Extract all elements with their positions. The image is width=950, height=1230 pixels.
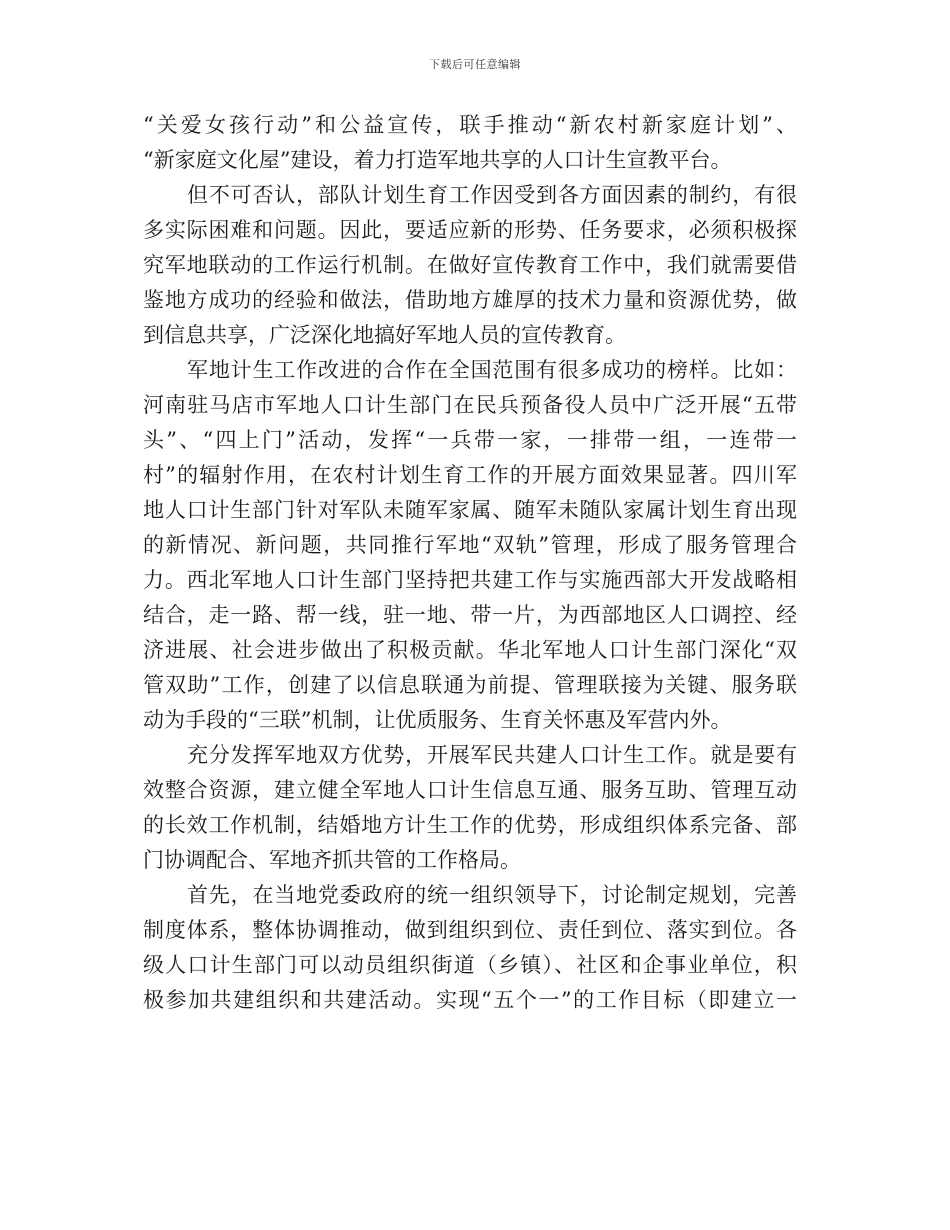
paragraph-first-line: 但不可否认，部队计划生育工作因受到各方面因素的制约，有很 [187,183,797,207]
text-line: 级人口计生部门可以动员组织街道（乡镇）、社区和企事业单位，积 [143,953,797,977]
text-line: 地人口计生部门针对军队未随军家属、随军未随队家属计划生育出现 [143,498,797,522]
text-line: 究军地联动的工作运行机制。在做好宣传教育工作中，我们就需要借 [143,253,797,277]
text-line: 极参加共建组织和共建活动。实现“五个一”的工作目标（即建立一 [143,988,797,1012]
text-line: 的长效工作机制，结婚地方计生工作的优势，形成组织体系完备、部 [143,813,797,837]
paragraph-first-line: 军地计生工作改进的合作在全国范围有很多成功的榜样。比如： [187,358,797,382]
text-line: 制度体系，整体协调推动，做到组织到位、责任到位、落实到位。各 [143,918,797,942]
text-line: 力。西北军地人口计生部门坚持把共建工作与实施西部大开发战略相 [143,568,797,592]
text-line: 鉴地方成功的经验和做法，借助地方雄厚的技术力量和资源优势，做 [143,288,797,312]
text-line: 村”的辐射作用，在农村计划生育工作的开展方面效果显著。四川军 [143,463,797,487]
text-line: 效整合资源，建立健全军地人口计生信息互通、服务互助、管理互动 [143,778,797,802]
text-line: 门协调配合、军地齐抓共管的工作格局。 [143,848,521,872]
document-body [143,108,797,1018]
text-line: 动为手段的“三联”机制，让优质服务、生育关怀惠及军营内外。 [143,708,732,732]
text-line: 结合，走一路、帮一线，驻一地、带一片，为西部地区人口调控、经 [143,603,797,627]
paragraph-first-line: 充分发挥军地双方优势，开展军民共建人口计生工作。就是要有 [187,743,797,767]
page-header: 下载后可任意编辑 [429,58,521,71]
text-line: “新家庭文化屋”建设，着力打造军地共享的人口计生宣教平台。 [143,148,732,172]
text-line: 到信息共享，广泛深化地搞好军地人员的宣传教育。 [143,323,626,347]
text-line: 头”、“四上门”活动，发挥“一兵带一家，一排带一组，一连带一 [143,428,797,452]
text-line: “关爱女孩行动”和公益宣传，联手推动“新农村新家庭计划”、 [143,113,797,137]
text-line: 济进展、社会进步做出了积极贡献。华北军地人口计生部门深化“双 [143,638,797,662]
text-line: 的新情况、新问题，共同推行军地“双轨”管理，形成了服务管理合 [143,533,797,557]
text-line: 河南驻马店市军地人口计生部门在民兵预备役人员中广泛开展“五带 [143,393,797,417]
text-line: 管双助”工作，创建了以信息联通为前提、管理联接为关键、服务联 [143,673,797,697]
text-line: 多实际困难和问题。因此，要适应新的形势、任务要求，必须积极探 [143,218,797,242]
paragraph-first-line: 首先，在当地党委政府的统一组织领导下，讨论制定规划，完善 [187,883,797,907]
